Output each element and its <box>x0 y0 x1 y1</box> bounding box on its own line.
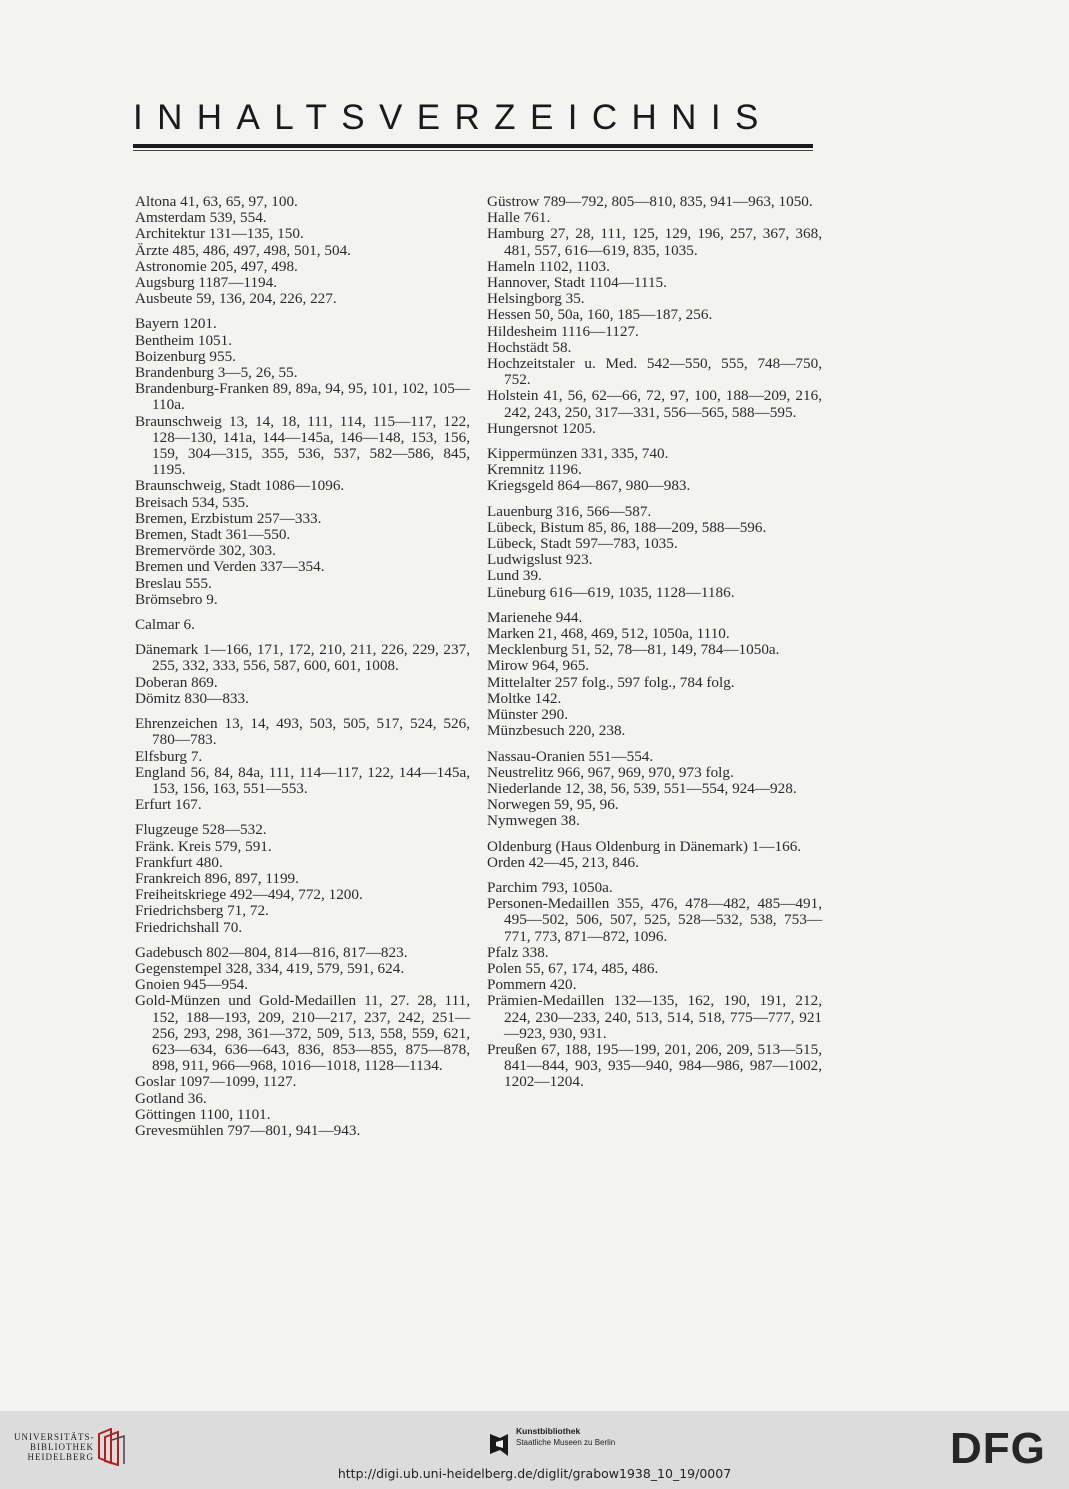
dfg-logo: DFG <box>950 1424 1046 1473</box>
index-entry: Moltke 142. <box>487 689 562 707</box>
index-group <box>135 716 470 813</box>
index-entry: Frankfurt 480. <box>135 853 223 871</box>
index-entry: Freiheitskriege 492—494, 772, 1200. <box>135 886 363 904</box>
index-entry: Altona 41, 63, 65, 97, 100. <box>135 193 298 210</box>
index-group <box>487 610 822 740</box>
index-entry: Breslau 555. <box>135 574 212 592</box>
index-entry: Gotland 36. <box>135 1089 207 1107</box>
index-entry: Gold-Münzen und Gold-Medaillen 11, 27. 28, 111, 152, 188—193, 209, 210—217, 237, 242, 251—256, 293, 298, 361—372, 509, 513, 558, 559, 621, 623—634, 636—643, 836, 853—855, 875—878, 898, 911, 966—968, 1016—1018, 1128—1134. <box>135 992 470 1075</box>
index-entry: Calmar 6. <box>135 616 195 634</box>
index-entry: Bremen, Stadt 361—550. <box>135 526 291 544</box>
index-entry: Braunschweig, Stadt 1086—1096. <box>135 477 345 495</box>
index-entry: Bremen und Verden 337—354. <box>135 558 325 576</box>
index-group <box>135 945 470 1139</box>
index-entry: Hannover, Stadt 1104—1115. <box>487 274 667 292</box>
index-entry: Mittelalter 257 folg., 597 folg., 784 folg. <box>487 673 735 691</box>
index-group <box>487 446 822 495</box>
index-group <box>135 194 470 307</box>
page-title: INHALTSVERZEICHNIS <box>133 98 773 137</box>
index-entry: Helsingborg 35. <box>487 290 585 308</box>
index-entry: Hamburg 27, 28, 111, 125, 129, 196, 257, 367, 368, 481, 557, 616—619, 835, 1035. <box>487 225 822 259</box>
index-entry: Architektur 131—135, 150. <box>135 225 304 243</box>
index-entry: Gnoien 945—954. <box>135 976 249 994</box>
page-url-link[interactable]: http://digi.ub.uni-heidelberg.de/diglit/grabow1938_10_19/0007 <box>337 1466 732 1481</box>
index-entry: Kriegsgeld 864—867, 980—983. <box>487 477 691 495</box>
index-entry: Erfurt 167. <box>135 796 202 814</box>
index-entry: Pommern 420. <box>487 976 577 994</box>
index-entry: Breisach 534, 535. <box>135 493 249 511</box>
index-entry: Frankreich 896, 897, 1199. <box>135 869 299 887</box>
title-rule <box>133 144 813 148</box>
index-column-left <box>135 194 470 1148</box>
index-entry: Hameln 1102, 1103. <box>487 257 610 275</box>
university-library-label <box>14 1432 94 1462</box>
index-group <box>487 749 822 830</box>
kunstbibliothek-title: Kunstbibliothek <box>516 1426 581 1436</box>
index-entry: England 56, 84, 84a, 111, 114—117, 122, 144—145a, 153, 156, 163, 551—553. <box>135 763 470 797</box>
library-line: HEIDELBERG <box>27 1452 94 1462</box>
index-group <box>487 194 822 437</box>
index-entry: Marienehe 944. <box>487 608 583 626</box>
index-entry: Elfsburg 7. <box>135 747 203 765</box>
index-entry: Personen-Medaillen 355, 476, 478—482, 485—491, 495—502, 506, 507, 525, 528—532, 538, 753—771, 773, 871—872, 1096. <box>487 895 822 945</box>
index-entry: Lauenburg 316, 566—587. <box>487 502 652 520</box>
index-entry: Bentheim 1051. <box>135 331 233 349</box>
index-entry: Münster 290. <box>487 706 568 724</box>
index-entry: Friedrichsberg 71, 72. <box>135 902 269 920</box>
index-entry: Grevesmühlen 797—801, 941—943. <box>135 1121 361 1139</box>
index-entry: Fränk. Kreis 579, 591. <box>135 837 272 855</box>
index-entry: Göttingen 1100, 1101. <box>135 1105 271 1123</box>
index-entry: Kippermünzen 331, 335, 740. <box>487 445 669 463</box>
index-entry: Flugzeuge 528—532. <box>135 821 267 839</box>
index-entry: Friedrichshall 70. <box>135 918 243 936</box>
index-entry: Astronomie 205, 497, 498. <box>135 257 298 275</box>
index-entry: Bremen, Erzbistum 257—333. <box>135 509 322 527</box>
index-entry: Hildesheim 1116—1127. <box>487 322 639 340</box>
index-group <box>135 822 470 935</box>
index-entry: Halle 761. <box>487 209 551 227</box>
index-entry: Ehrenzeichen 13, 14, 493, 503, 505, 517, 524, 526, 780—783. <box>135 715 470 749</box>
library-line: BIBLIOTHEK <box>30 1442 94 1452</box>
index-entry: Dömitz 830—833. <box>135 689 249 707</box>
index-entry: Hochstädt 58. <box>487 338 572 356</box>
index-entry: Boizenburg 955. <box>135 347 236 365</box>
university-logo-icon <box>96 1428 126 1466</box>
index-entry: Marken 21, 468, 469, 512, 1050a, 1110. <box>487 625 730 643</box>
index-entry: Goslar 1097—1099, 1127. <box>135 1073 297 1091</box>
index-entry: Neustrelitz 966, 967, 969, 970, 973 folg. <box>487 763 734 781</box>
index-entry: Brömsebro 9. <box>135 590 218 608</box>
index-entry: Braunschweig 13, 14, 18, 111, 114, 115—117, 122, 128—130, 141a, 144—145a, 146—148, 153, 156, 159, 304—315, 355, 536, 537, 582—586, 845, 1195. <box>135 412 470 479</box>
index-entry: Ausbeute 59, 136, 204, 226, 227. <box>135 290 337 308</box>
index-entry: Hungersnot 1205. <box>487 419 596 437</box>
index-entry: Bremervörde 302, 303. <box>135 542 276 560</box>
index-group <box>135 642 470 707</box>
index-entry: Kremnitz 1196. <box>487 461 582 479</box>
index-entry: Hochzeitstaler u. Med. 542—550, 555, 748—750, 752. <box>487 355 822 389</box>
index-entry: Lund 39. <box>487 567 542 585</box>
index-entry: Polen 55, 67, 174, 485, 486. <box>487 959 659 977</box>
index-entry: Hessen 50, 50a, 160, 185—187, 256. <box>487 306 713 324</box>
index-entry: Ludwigslust 923. <box>487 551 593 569</box>
index-entry: Parchim 793, 1050a. <box>487 878 613 896</box>
index-entry: Mirow 964, 965. <box>487 657 590 675</box>
index-entry: Pfalz 338. <box>487 943 549 961</box>
kunstbibliothek-logo-icon <box>488 1430 510 1458</box>
index-entry: Güstrow 789—792, 805—810, 835, 941—963, 1050. <box>487 193 813 210</box>
index-entry: Brandenburg-Franken 89, 89a, 94, 95, 101, 102, 105—110a. <box>135 380 470 414</box>
kunstbibliothek-label <box>516 1426 615 1448</box>
index-entry: Mecklenburg 51, 52, 78—81, 149, 784—1050a. <box>487 641 780 659</box>
index-entry: Brandenburg 3—5, 26, 55. <box>135 364 298 382</box>
index-entry: Bayern 1201. <box>135 315 217 333</box>
index-group <box>487 839 822 871</box>
kunstbibliothek-subtitle: Staatliche Museen zu Berlin <box>516 1438 616 1447</box>
index-entry: Münzbesuch 220, 238. <box>487 722 626 740</box>
index-entry: Prämien-Medaillen 132—135, 162, 190, 191, 212, 224, 230—233, 240, 513, 514, 518, 775—777, 921—923, 930, 931. <box>487 992 822 1042</box>
index-entry: Lüneburg 616—619, 1035, 1128—1186. <box>487 583 735 601</box>
index-group <box>487 504 822 601</box>
index-entry: Augsburg 1187—1194. <box>135 274 278 292</box>
index-entry: Preußen 67, 188, 195—199, 201, 206, 209, 513—515, 841—844, 903, 935—940, 984—986, 987—1002, 1202—1204. <box>487 1040 822 1091</box>
index-column-right <box>487 194 822 1100</box>
index-entry: Ärzte 485, 486, 497, 498, 501, 504. <box>135 241 351 259</box>
index-entry: Gegenstempel 328, 334, 419, 579, 591, 624. <box>135 959 405 977</box>
index-entry: Lübeck, Bistum 85, 86, 188—209, 588—596. <box>487 518 767 536</box>
index-entry: Amsterdam 539, 554. <box>135 209 267 227</box>
index-entry: Nymwegen 38. <box>487 812 580 830</box>
index-entry: Gadebusch 802—804, 814—816, 817—823. <box>135 943 408 961</box>
index-entry: Lübeck, Stadt 597—783, 1035. <box>487 535 678 553</box>
index-entry: Dänemark 1—166, 171, 172, 210, 211, 226, 229, 237, 255, 332, 333, 556, 587, 600, 601, 1008. <box>135 641 470 675</box>
index-entry: Oldenburg (Haus Oldenburg in Dänemark) 1—166. <box>487 837 802 855</box>
library-line: UNIVERSITÄTS- <box>14 1432 95 1442</box>
index-group <box>487 880 822 1091</box>
index-entry: Norwegen 59, 95, 96. <box>487 796 619 814</box>
index-entry: Niederlande 12, 38, 56, 539, 551—554, 924—928. <box>487 779 797 797</box>
index-group <box>135 617 470 633</box>
index-group <box>135 316 470 608</box>
index-entry: Nassau-Oranien 551—554. <box>487 747 654 765</box>
index-entry: Holstein 41, 56, 62—66, 72, 97, 100, 188—209, 216, 242, 243, 250, 317—331, 556—565, 588—595. <box>487 387 822 421</box>
index-entry: Orden 42—45, 213, 846. <box>487 853 639 871</box>
index-entry: Doberan 869. <box>135 673 218 691</box>
